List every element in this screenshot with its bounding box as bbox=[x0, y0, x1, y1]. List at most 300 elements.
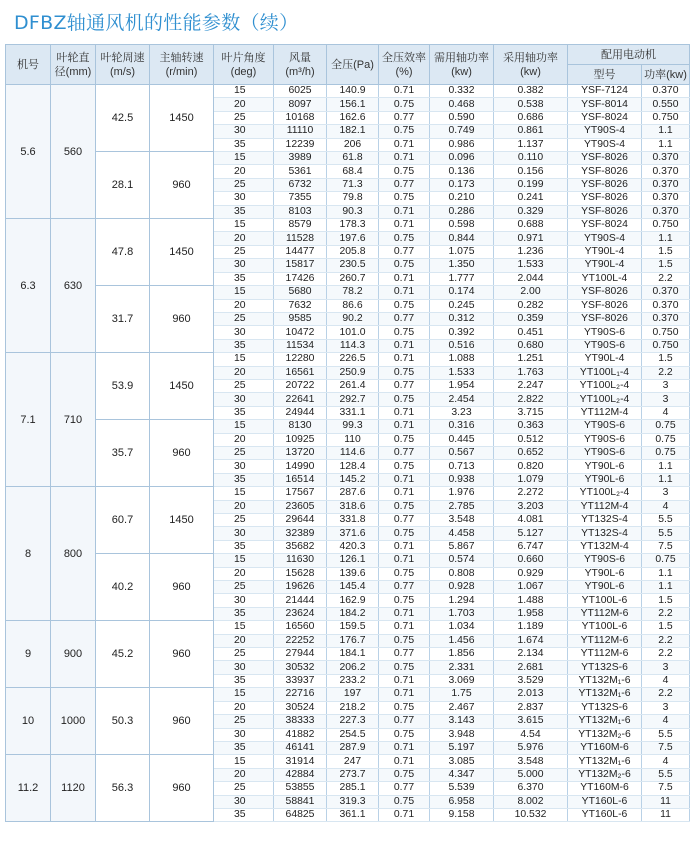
tip-speed-cell: 53.9 bbox=[96, 353, 150, 420]
motor-type-cell: YT132M₁-6 bbox=[568, 715, 642, 728]
motor-type-cell: YT132M₂-6 bbox=[568, 728, 642, 741]
motor-type-cell: YT132S-4 bbox=[568, 527, 642, 540]
blade-angle-cell: 25 bbox=[214, 782, 274, 795]
shaft-power-used-cell: 2.681 bbox=[494, 661, 568, 674]
air-volume-cell: 14477 bbox=[274, 245, 327, 258]
model-cell: 8 bbox=[6, 487, 51, 621]
efficiency-cell: 0.75 bbox=[379, 165, 430, 178]
total-pressure-cell: 227.3 bbox=[327, 715, 379, 728]
table-row bbox=[6, 621, 690, 634]
diameter-cell: 560 bbox=[51, 85, 96, 219]
model-cell: 10 bbox=[6, 688, 51, 755]
shaft-power-used-cell: 4.54 bbox=[494, 728, 568, 741]
shaft-power-required-cell: 2.785 bbox=[430, 500, 494, 513]
air-volume-cell: 31914 bbox=[274, 755, 327, 768]
air-volume-cell: 9585 bbox=[274, 312, 327, 325]
blade-angle-cell: 25 bbox=[214, 446, 274, 459]
shaft-power-used-cell: 2.044 bbox=[494, 272, 568, 285]
efficiency-cell: 0.71 bbox=[379, 808, 430, 821]
tip-speed-cell: 35.7 bbox=[96, 420, 150, 487]
blade-angle-cell: 35 bbox=[214, 741, 274, 754]
shaft-power-used-cell: 5.127 bbox=[494, 527, 568, 540]
shaft-power-used-cell: 1.674 bbox=[494, 634, 568, 647]
shaft-power-required-cell: 0.938 bbox=[430, 473, 494, 486]
motor-power-cell: 0.75 bbox=[642, 554, 690, 567]
efficiency-cell: 0.75 bbox=[379, 500, 430, 513]
motor-power-cell: 5.5 bbox=[642, 768, 690, 781]
blade-angle-cell: 15 bbox=[214, 420, 274, 433]
efficiency-cell: 0.71 bbox=[379, 473, 430, 486]
total-pressure-cell: 182.1 bbox=[327, 125, 379, 138]
shaft-power-required-cell: 1.777 bbox=[430, 272, 494, 285]
shaft-power-required-cell: 0.245 bbox=[430, 299, 494, 312]
motor-power-cell: 0.75 bbox=[642, 446, 690, 459]
air-volume-cell: 11110 bbox=[274, 125, 327, 138]
shaft-power-used-cell: 2.247 bbox=[494, 379, 568, 392]
air-volume-cell: 22252 bbox=[274, 634, 327, 647]
air-volume-cell: 6025 bbox=[274, 85, 327, 98]
motor-power-cell: 1.1 bbox=[642, 581, 690, 594]
air-volume-cell: 22716 bbox=[274, 688, 327, 701]
blade-angle-cell: 30 bbox=[214, 594, 274, 607]
blade-angle-cell: 30 bbox=[214, 728, 274, 741]
motor-power-cell: 1.1 bbox=[642, 567, 690, 580]
motor-power-cell: 0.370 bbox=[642, 178, 690, 191]
motor-power-cell: 0.370 bbox=[642, 299, 690, 312]
shaft-power-used-cell: 4.081 bbox=[494, 514, 568, 527]
shaft-power-required-cell: 1.856 bbox=[430, 648, 494, 661]
motor-type-cell: YT132M₁-6 bbox=[568, 688, 642, 701]
efficiency-cell: 0.77 bbox=[379, 111, 430, 124]
motor-type-cell: YSF-8026 bbox=[568, 286, 642, 299]
shaft-power-required-cell: 0.445 bbox=[430, 433, 494, 446]
header-total-pressure: 全压(Pa) bbox=[327, 45, 379, 85]
header-motor-type: 型号 bbox=[568, 65, 642, 85]
blade-angle-cell: 25 bbox=[214, 514, 274, 527]
air-volume-cell: 46141 bbox=[274, 741, 327, 754]
shaft-power-used-cell: 1.958 bbox=[494, 607, 568, 620]
total-pressure-cell: 371.6 bbox=[327, 527, 379, 540]
shaft-power-required-cell: 3.069 bbox=[430, 674, 494, 687]
blade-angle-cell: 15 bbox=[214, 688, 274, 701]
tip-speed-cell: 45.2 bbox=[96, 621, 150, 688]
total-pressure-cell: 331.8 bbox=[327, 514, 379, 527]
efficiency-cell: 0.75 bbox=[379, 460, 430, 473]
efficiency-cell: 0.75 bbox=[379, 393, 430, 406]
shaft-power-used-cell: 3.203 bbox=[494, 500, 568, 513]
model-cell: 11.2 bbox=[6, 755, 51, 822]
motor-type-cell: YT132M₂-6 bbox=[568, 768, 642, 781]
efficiency-cell: 0.75 bbox=[379, 125, 430, 138]
header-blade-angle: 叶片角度(deg) bbox=[214, 45, 274, 85]
air-volume-cell: 23624 bbox=[274, 607, 327, 620]
motor-power-cell: 2.2 bbox=[642, 272, 690, 285]
header-air-volume: 风量(m³/h) bbox=[274, 45, 327, 85]
shaft-power-required-cell: 0.749 bbox=[430, 125, 494, 138]
motor-power-cell: 5.5 bbox=[642, 527, 690, 540]
shaft-power-used-cell: 0.382 bbox=[494, 85, 568, 98]
table-row bbox=[6, 487, 690, 500]
shaft-power-required-cell: 0.598 bbox=[430, 219, 494, 232]
shaft-power-used-cell: 0.241 bbox=[494, 192, 568, 205]
efficiency-cell: 0.71 bbox=[379, 554, 430, 567]
motor-type-cell: YSF-8026 bbox=[568, 299, 642, 312]
motor-power-cell: 1.1 bbox=[642, 138, 690, 151]
motor-type-cell: YT100L₂-4 bbox=[568, 393, 642, 406]
blade-angle-cell: 35 bbox=[214, 138, 274, 151]
motor-power-cell: 11 bbox=[642, 795, 690, 808]
motor-power-cell: 4 bbox=[642, 674, 690, 687]
blade-angle-cell: 15 bbox=[214, 621, 274, 634]
shaft-power-required-cell: 0.096 bbox=[430, 152, 494, 165]
motor-type-cell: YSF-8026 bbox=[568, 192, 642, 205]
air-volume-cell: 8097 bbox=[274, 98, 327, 111]
table-row bbox=[6, 755, 690, 768]
total-pressure-cell: 110 bbox=[327, 433, 379, 446]
air-volume-cell: 17426 bbox=[274, 272, 327, 285]
efficiency-cell: 0.71 bbox=[379, 420, 430, 433]
shaft-power-used-cell: 0.110 bbox=[494, 152, 568, 165]
motor-power-cell: 7.5 bbox=[642, 782, 690, 795]
shaft-power-required-cell: 3.143 bbox=[430, 715, 494, 728]
efficiency-cell: 0.75 bbox=[379, 594, 430, 607]
motor-power-cell: 1.5 bbox=[642, 621, 690, 634]
air-volume-cell: 7632 bbox=[274, 299, 327, 312]
total-pressure-cell: 273.7 bbox=[327, 768, 379, 781]
shaft-power-required-cell: 0.210 bbox=[430, 192, 494, 205]
motor-power-cell: 0.750 bbox=[642, 339, 690, 352]
blade-angle-cell: 20 bbox=[214, 433, 274, 446]
diameter-cell: 900 bbox=[51, 621, 96, 688]
efficiency-cell: 0.71 bbox=[379, 755, 430, 768]
blade-angle-cell: 20 bbox=[214, 567, 274, 580]
motor-power-cell: 1.5 bbox=[642, 594, 690, 607]
motor-power-cell: 3 bbox=[642, 379, 690, 392]
motor-type-cell: YSF-8026 bbox=[568, 178, 642, 191]
shaft-power-used-cell: 1.137 bbox=[494, 138, 568, 151]
total-pressure-cell: 318.6 bbox=[327, 500, 379, 513]
total-pressure-cell: 206 bbox=[327, 138, 379, 151]
table-row bbox=[6, 286, 690, 299]
blade-angle-cell: 20 bbox=[214, 232, 274, 245]
air-volume-cell: 23605 bbox=[274, 500, 327, 513]
air-volume-cell: 16514 bbox=[274, 473, 327, 486]
motor-type-cell: YT90L-6 bbox=[568, 473, 642, 486]
shaft-power-used-cell: 0.929 bbox=[494, 567, 568, 580]
total-pressure-cell: 285.1 bbox=[327, 782, 379, 795]
shaft-power-used-cell: 2.837 bbox=[494, 701, 568, 714]
blade-angle-cell: 30 bbox=[214, 460, 274, 473]
efficiency-cell: 0.77 bbox=[379, 782, 430, 795]
efficiency-cell: 0.71 bbox=[379, 674, 430, 687]
motor-type-cell: YT112M-6 bbox=[568, 648, 642, 661]
efficiency-cell: 0.71 bbox=[379, 205, 430, 218]
efficiency-cell: 0.75 bbox=[379, 701, 430, 714]
motor-type-cell: YSF-8026 bbox=[568, 152, 642, 165]
motor-power-cell: 0.370 bbox=[642, 192, 690, 205]
total-pressure-cell: 156.1 bbox=[327, 98, 379, 111]
efficiency-cell: 0.75 bbox=[379, 433, 430, 446]
shaft-power-required-cell: 6.958 bbox=[430, 795, 494, 808]
air-volume-cell: 24944 bbox=[274, 406, 327, 419]
spindle-speed-cell: 1450 bbox=[150, 487, 214, 554]
total-pressure-cell: 292.7 bbox=[327, 393, 379, 406]
shaft-power-used-cell: 5.000 bbox=[494, 768, 568, 781]
total-pressure-cell: 420.3 bbox=[327, 540, 379, 553]
shaft-power-required-cell: 3.23 bbox=[430, 406, 494, 419]
total-pressure-cell: 250.9 bbox=[327, 366, 379, 379]
total-pressure-cell: 197 bbox=[327, 688, 379, 701]
total-pressure-cell: 145.2 bbox=[327, 473, 379, 486]
motor-power-cell: 0.370 bbox=[642, 152, 690, 165]
motor-type-cell: YT160M-6 bbox=[568, 782, 642, 795]
total-pressure-cell: 361.1 bbox=[327, 808, 379, 821]
diameter-cell: 710 bbox=[51, 353, 96, 487]
efficiency-cell: 0.77 bbox=[379, 312, 430, 325]
shaft-power-used-cell: 0.329 bbox=[494, 205, 568, 218]
shaft-power-required-cell: 0.136 bbox=[430, 165, 494, 178]
shaft-power-used-cell: 0.652 bbox=[494, 446, 568, 459]
air-volume-cell: 8103 bbox=[274, 205, 327, 218]
motor-power-cell: 1.5 bbox=[642, 353, 690, 366]
blade-angle-cell: 15 bbox=[214, 353, 274, 366]
shaft-power-used-cell: 0.686 bbox=[494, 111, 568, 124]
shaft-power-required-cell: 1.75 bbox=[430, 688, 494, 701]
motor-type-cell: YSF-8024 bbox=[568, 111, 642, 124]
total-pressure-cell: 128.4 bbox=[327, 460, 379, 473]
shaft-power-used-cell: 1.488 bbox=[494, 594, 568, 607]
shaft-power-used-cell: 8.002 bbox=[494, 795, 568, 808]
air-volume-cell: 7355 bbox=[274, 192, 327, 205]
motor-type-cell: YT132M-4 bbox=[568, 540, 642, 553]
motor-type-cell: YT160L-6 bbox=[568, 795, 642, 808]
efficiency-cell: 0.75 bbox=[379, 259, 430, 272]
shaft-power-required-cell: 5.197 bbox=[430, 741, 494, 754]
total-pressure-cell: 68.4 bbox=[327, 165, 379, 178]
motor-power-cell: 0.750 bbox=[642, 111, 690, 124]
efficiency-cell: 0.71 bbox=[379, 272, 430, 285]
spindle-speed-cell: 1450 bbox=[150, 219, 214, 286]
motor-power-cell: 2.2 bbox=[642, 366, 690, 379]
shaft-power-required-cell: 0.928 bbox=[430, 581, 494, 594]
header-shaft-power-used: 采用轴功率(kw) bbox=[494, 45, 568, 85]
motor-power-cell: 1.5 bbox=[642, 259, 690, 272]
total-pressure-cell: 159.5 bbox=[327, 621, 379, 634]
shaft-power-used-cell: 0.971 bbox=[494, 232, 568, 245]
motor-type-cell: YT160L-6 bbox=[568, 808, 642, 821]
shaft-power-used-cell: 3.615 bbox=[494, 715, 568, 728]
air-volume-cell: 12239 bbox=[274, 138, 327, 151]
air-volume-cell: 30524 bbox=[274, 701, 327, 714]
tip-speed-cell: 50.3 bbox=[96, 688, 150, 755]
shaft-power-used-cell: 0.199 bbox=[494, 178, 568, 191]
motor-type-cell: YSF-8024 bbox=[568, 219, 642, 232]
table-row bbox=[6, 554, 690, 567]
shaft-power-used-cell: 3.548 bbox=[494, 755, 568, 768]
efficiency-cell: 0.77 bbox=[379, 178, 430, 191]
air-volume-cell: 15628 bbox=[274, 567, 327, 580]
shaft-power-required-cell: 1.533 bbox=[430, 366, 494, 379]
shaft-power-required-cell: 1.075 bbox=[430, 245, 494, 258]
shaft-power-required-cell: 0.173 bbox=[430, 178, 494, 191]
motor-type-cell: YT100L₂-4 bbox=[568, 487, 642, 500]
blade-angle-cell: 35 bbox=[214, 674, 274, 687]
motor-type-cell: YT132S-6 bbox=[568, 661, 642, 674]
shaft-power-required-cell: 0.567 bbox=[430, 446, 494, 459]
header-diameter: 叶轮直径(mm) bbox=[51, 45, 96, 85]
air-volume-cell: 20722 bbox=[274, 379, 327, 392]
total-pressure-cell: 197.6 bbox=[327, 232, 379, 245]
spindle-speed-cell: 960 bbox=[150, 688, 214, 755]
air-volume-cell: 5680 bbox=[274, 286, 327, 299]
motor-power-cell: 1.1 bbox=[642, 125, 690, 138]
motor-power-cell: 0.75 bbox=[642, 420, 690, 433]
blade-angle-cell: 15 bbox=[214, 487, 274, 500]
blade-angle-cell: 20 bbox=[214, 768, 274, 781]
motor-power-cell: 1.1 bbox=[642, 460, 690, 473]
tip-speed-cell: 28.1 bbox=[96, 152, 150, 219]
motor-type-cell: YT90L-4 bbox=[568, 353, 642, 366]
shaft-power-used-cell: 2.134 bbox=[494, 648, 568, 661]
motor-type-cell: YT90S-4 bbox=[568, 138, 642, 151]
total-pressure-cell: 247 bbox=[327, 755, 379, 768]
shaft-power-required-cell: 0.312 bbox=[430, 312, 494, 325]
shaft-power-required-cell: 2.467 bbox=[430, 701, 494, 714]
spindle-speed-cell: 960 bbox=[150, 621, 214, 688]
motor-power-cell: 4 bbox=[642, 406, 690, 419]
shaft-power-required-cell: 0.316 bbox=[430, 420, 494, 433]
efficiency-cell: 0.71 bbox=[379, 286, 430, 299]
total-pressure-cell: 79.8 bbox=[327, 192, 379, 205]
efficiency-cell: 0.75 bbox=[379, 192, 430, 205]
motor-type-cell: YT112M-4 bbox=[568, 500, 642, 513]
table-row bbox=[6, 219, 690, 232]
shaft-power-required-cell: 1.088 bbox=[430, 353, 494, 366]
total-pressure-cell: 140.9 bbox=[327, 85, 379, 98]
blade-angle-cell: 15 bbox=[214, 85, 274, 98]
air-volume-cell: 22641 bbox=[274, 393, 327, 406]
motor-type-cell: YT100L₁-4 bbox=[568, 366, 642, 379]
diameter-cell: 800 bbox=[51, 487, 96, 621]
shaft-power-used-cell: 1.251 bbox=[494, 353, 568, 366]
air-volume-cell: 8579 bbox=[274, 219, 327, 232]
efficiency-cell: 0.77 bbox=[379, 245, 430, 258]
motor-type-cell: YT132S-4 bbox=[568, 514, 642, 527]
efficiency-cell: 0.77 bbox=[379, 446, 430, 459]
total-pressure-cell: 184.1 bbox=[327, 648, 379, 661]
tip-speed-cell: 31.7 bbox=[96, 286, 150, 353]
header-motor-power: 功率(kw) bbox=[642, 65, 690, 85]
shaft-power-used-cell: 3.529 bbox=[494, 674, 568, 687]
total-pressure-cell: 78.2 bbox=[327, 286, 379, 299]
efficiency-cell: 0.77 bbox=[379, 379, 430, 392]
air-volume-cell: 14990 bbox=[274, 460, 327, 473]
shaft-power-used-cell: 0.680 bbox=[494, 339, 568, 352]
header-tip-speed: 叶轮周速(m/s) bbox=[96, 45, 150, 85]
air-volume-cell: 42884 bbox=[274, 768, 327, 781]
shaft-power-used-cell: 1.189 bbox=[494, 621, 568, 634]
total-pressure-cell: 287.9 bbox=[327, 741, 379, 754]
shaft-power-required-cell: 5.867 bbox=[430, 540, 494, 553]
blade-angle-cell: 25 bbox=[214, 111, 274, 124]
shaft-power-used-cell: 1.763 bbox=[494, 366, 568, 379]
blade-angle-cell: 30 bbox=[214, 393, 274, 406]
motor-power-cell: 1.5 bbox=[642, 245, 690, 258]
motor-power-cell: 4 bbox=[642, 500, 690, 513]
motor-power-cell: 4 bbox=[642, 755, 690, 768]
total-pressure-cell: 260.7 bbox=[327, 272, 379, 285]
air-volume-cell: 12280 bbox=[274, 353, 327, 366]
total-pressure-cell: 61.8 bbox=[327, 152, 379, 165]
efficiency-cell: 0.71 bbox=[379, 741, 430, 754]
air-volume-cell: 38333 bbox=[274, 715, 327, 728]
shaft-power-used-cell: 3.715 bbox=[494, 406, 568, 419]
efficiency-cell: 0.71 bbox=[379, 621, 430, 634]
model-cell: 5.6 bbox=[6, 85, 51, 219]
efficiency-cell: 0.75 bbox=[379, 527, 430, 540]
blade-angle-cell: 20 bbox=[214, 165, 274, 178]
motor-type-cell: YT100L₂-4 bbox=[568, 379, 642, 392]
blade-angle-cell: 25 bbox=[214, 715, 274, 728]
efficiency-cell: 0.71 bbox=[379, 688, 430, 701]
efficiency-cell: 0.71 bbox=[379, 152, 430, 165]
motor-power-cell: 0.750 bbox=[642, 326, 690, 339]
motor-type-cell: YT112M-4 bbox=[568, 406, 642, 419]
blade-angle-cell: 15 bbox=[214, 219, 274, 232]
blade-angle-cell: 15 bbox=[214, 152, 274, 165]
spindle-speed-cell: 1450 bbox=[150, 85, 214, 152]
model-cell: 6.3 bbox=[6, 219, 51, 353]
blade-angle-cell: 20 bbox=[214, 701, 274, 714]
shaft-power-required-cell: 1.954 bbox=[430, 379, 494, 392]
air-volume-cell: 5361 bbox=[274, 165, 327, 178]
shaft-power-used-cell: 0.282 bbox=[494, 299, 568, 312]
motor-power-cell: 3 bbox=[642, 393, 690, 406]
total-pressure-cell: 230.5 bbox=[327, 259, 379, 272]
total-pressure-cell: 126.1 bbox=[327, 554, 379, 567]
shaft-power-used-cell: 0.359 bbox=[494, 312, 568, 325]
motor-power-cell: 7.5 bbox=[642, 540, 690, 553]
model-cell: 9 bbox=[6, 621, 51, 688]
blade-angle-cell: 30 bbox=[214, 795, 274, 808]
blade-angle-cell: 35 bbox=[214, 607, 274, 620]
blade-angle-cell: 30 bbox=[214, 326, 274, 339]
air-volume-cell: 11528 bbox=[274, 232, 327, 245]
shaft-power-required-cell: 3.085 bbox=[430, 755, 494, 768]
table-row bbox=[6, 152, 690, 165]
total-pressure-cell: 114.3 bbox=[327, 339, 379, 352]
motor-power-cell: 0.370 bbox=[642, 165, 690, 178]
efficiency-cell: 0.77 bbox=[379, 715, 430, 728]
table-row bbox=[6, 85, 690, 98]
shaft-power-required-cell: 4.347 bbox=[430, 768, 494, 781]
air-volume-cell: 3989 bbox=[274, 152, 327, 165]
motor-power-cell: 11 bbox=[642, 808, 690, 821]
motor-type-cell: YT132M₁-6 bbox=[568, 674, 642, 687]
motor-power-cell: 0.550 bbox=[642, 98, 690, 111]
shaft-power-used-cell: 0.688 bbox=[494, 219, 568, 232]
air-volume-cell: 11630 bbox=[274, 554, 327, 567]
total-pressure-cell: 99.3 bbox=[327, 420, 379, 433]
total-pressure-cell: 331.1 bbox=[327, 406, 379, 419]
total-pressure-cell: 114.6 bbox=[327, 446, 379, 459]
motor-type-cell: YT100L-6 bbox=[568, 594, 642, 607]
total-pressure-cell: 184.2 bbox=[327, 607, 379, 620]
air-volume-cell: 10472 bbox=[274, 326, 327, 339]
blade-angle-cell: 20 bbox=[214, 299, 274, 312]
blade-angle-cell: 35 bbox=[214, 406, 274, 419]
efficiency-cell: 0.71 bbox=[379, 339, 430, 352]
